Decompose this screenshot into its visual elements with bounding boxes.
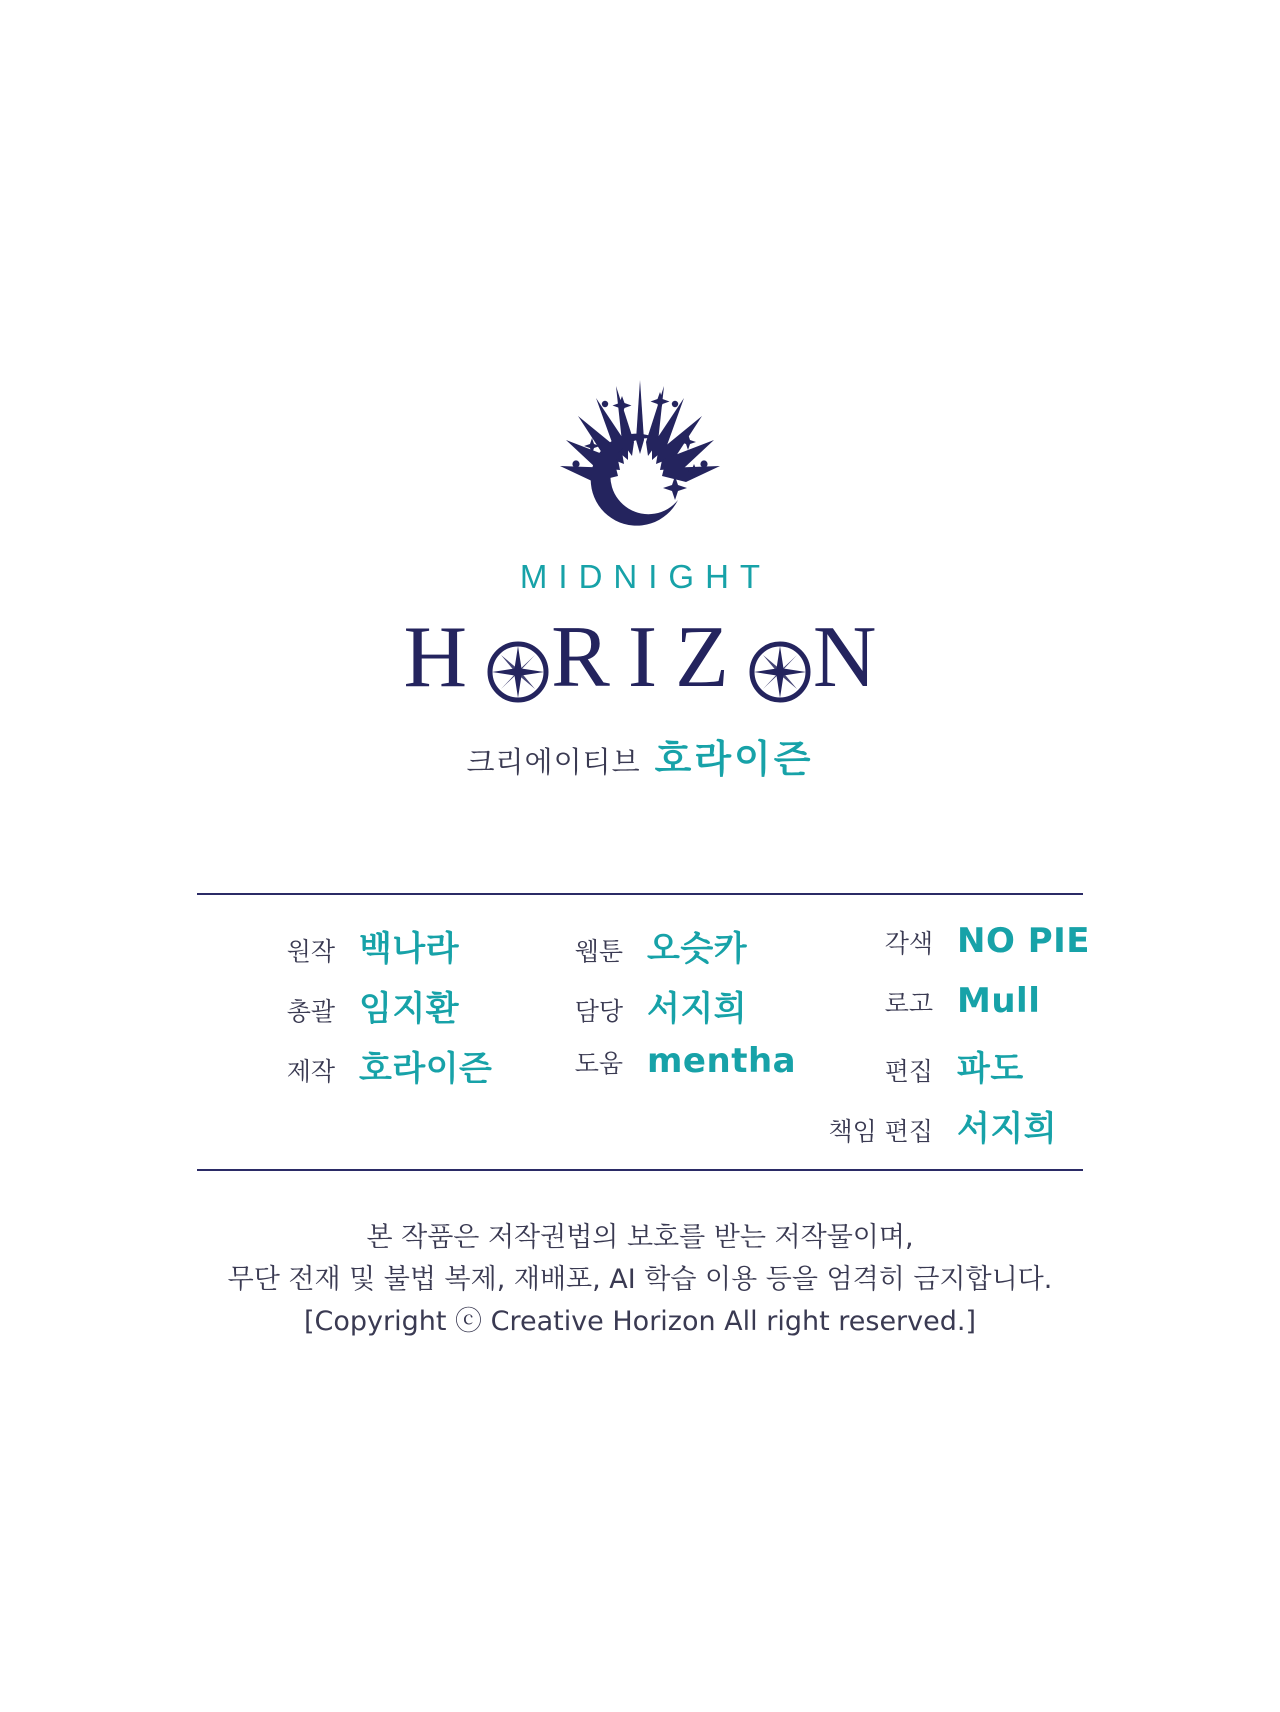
credit-value: 백나라 — [359, 929, 460, 969]
logo-subtitle — [467, 728, 814, 783]
credit-value: 서지희 — [957, 1109, 1058, 1149]
logo-mark-wrapper — [510, 368, 770, 528]
credit-row — [821, 1041, 1091, 1087]
credits-table — [197, 895, 1090, 1153]
credit-label: 웹툰 — [574, 937, 623, 966]
crescent-moon-sunburst-icon — [510, 368, 770, 528]
logo-letter-i: I — [627, 609, 667, 706]
credit-value: 호라이즌 — [359, 1049, 493, 1089]
credit-label: 담당 — [574, 997, 623, 1026]
credits-column-3 — [781, 921, 1091, 1147]
credits-column-2 — [493, 921, 797, 1147]
compass-star-icon-1 — [478, 631, 540, 693]
credit-row — [511, 921, 781, 967]
logo-subtitle-right: 호라이즌 — [654, 737, 814, 781]
credit-label: 각색 — [884, 929, 933, 958]
credit-row — [821, 981, 1091, 1027]
credit-value: Mull — [957, 981, 1041, 1021]
logo-letter-z: Z — [675, 609, 738, 706]
logo-subtitle-left: 크리에이티브 — [466, 745, 641, 779]
credit-row — [223, 1041, 493, 1087]
credit-value: 서지희 — [647, 989, 748, 1029]
credit-label: 제작 — [286, 1057, 335, 1086]
credit-row — [223, 981, 493, 1027]
credit-value: 임지환 — [359, 989, 460, 1029]
logo-letter-h: H — [403, 609, 477, 706]
credit-row — [821, 1101, 1091, 1147]
logo-letter-r: R — [551, 609, 619, 706]
credit-value: 오슷카 — [647, 929, 748, 969]
credits-bottom-divider — [197, 1169, 1083, 1171]
copyright-line-1: 본 작품은 저작권법의 보호를 받는 저작물이며, — [366, 1222, 914, 1253]
credit-value: NO PIE — [957, 921, 1090, 961]
copyright-notice — [140, 1217, 1140, 1343]
credit-row — [511, 981, 781, 1027]
credit-label: 편집 — [884, 1057, 933, 1086]
logo-main-word — [395, 609, 886, 706]
credit-value: mentha — [647, 1041, 797, 1081]
credit-label: 총괄 — [286, 997, 335, 1026]
credit-label: 원작 — [286, 937, 335, 966]
copyright-line-3: [Copyright ⓒ Creative Horizon All right reserved.] — [303, 1305, 977, 1337]
credit-row — [511, 1041, 797, 1087]
logo-letter-n: N — [812, 609, 886, 706]
credits-column-1 — [197, 921, 493, 1147]
compass-star-icon-2 — [740, 631, 802, 693]
logo-top-word: MIDNIGHT — [519, 558, 772, 595]
copyright-line-2: 무단 전재 및 불법 복제, 재배포, AI 학습 이용 등을 엄격히 금지합니다. — [227, 1263, 1053, 1295]
credit-value: 파도 — [957, 1049, 1024, 1089]
credit-label: 책임 편집 — [828, 1117, 933, 1146]
credit-row — [223, 921, 493, 967]
credit-label: 도움 — [574, 1049, 623, 1078]
credit-row — [821, 921, 1091, 967]
credit-label: 로고 — [884, 989, 933, 1018]
